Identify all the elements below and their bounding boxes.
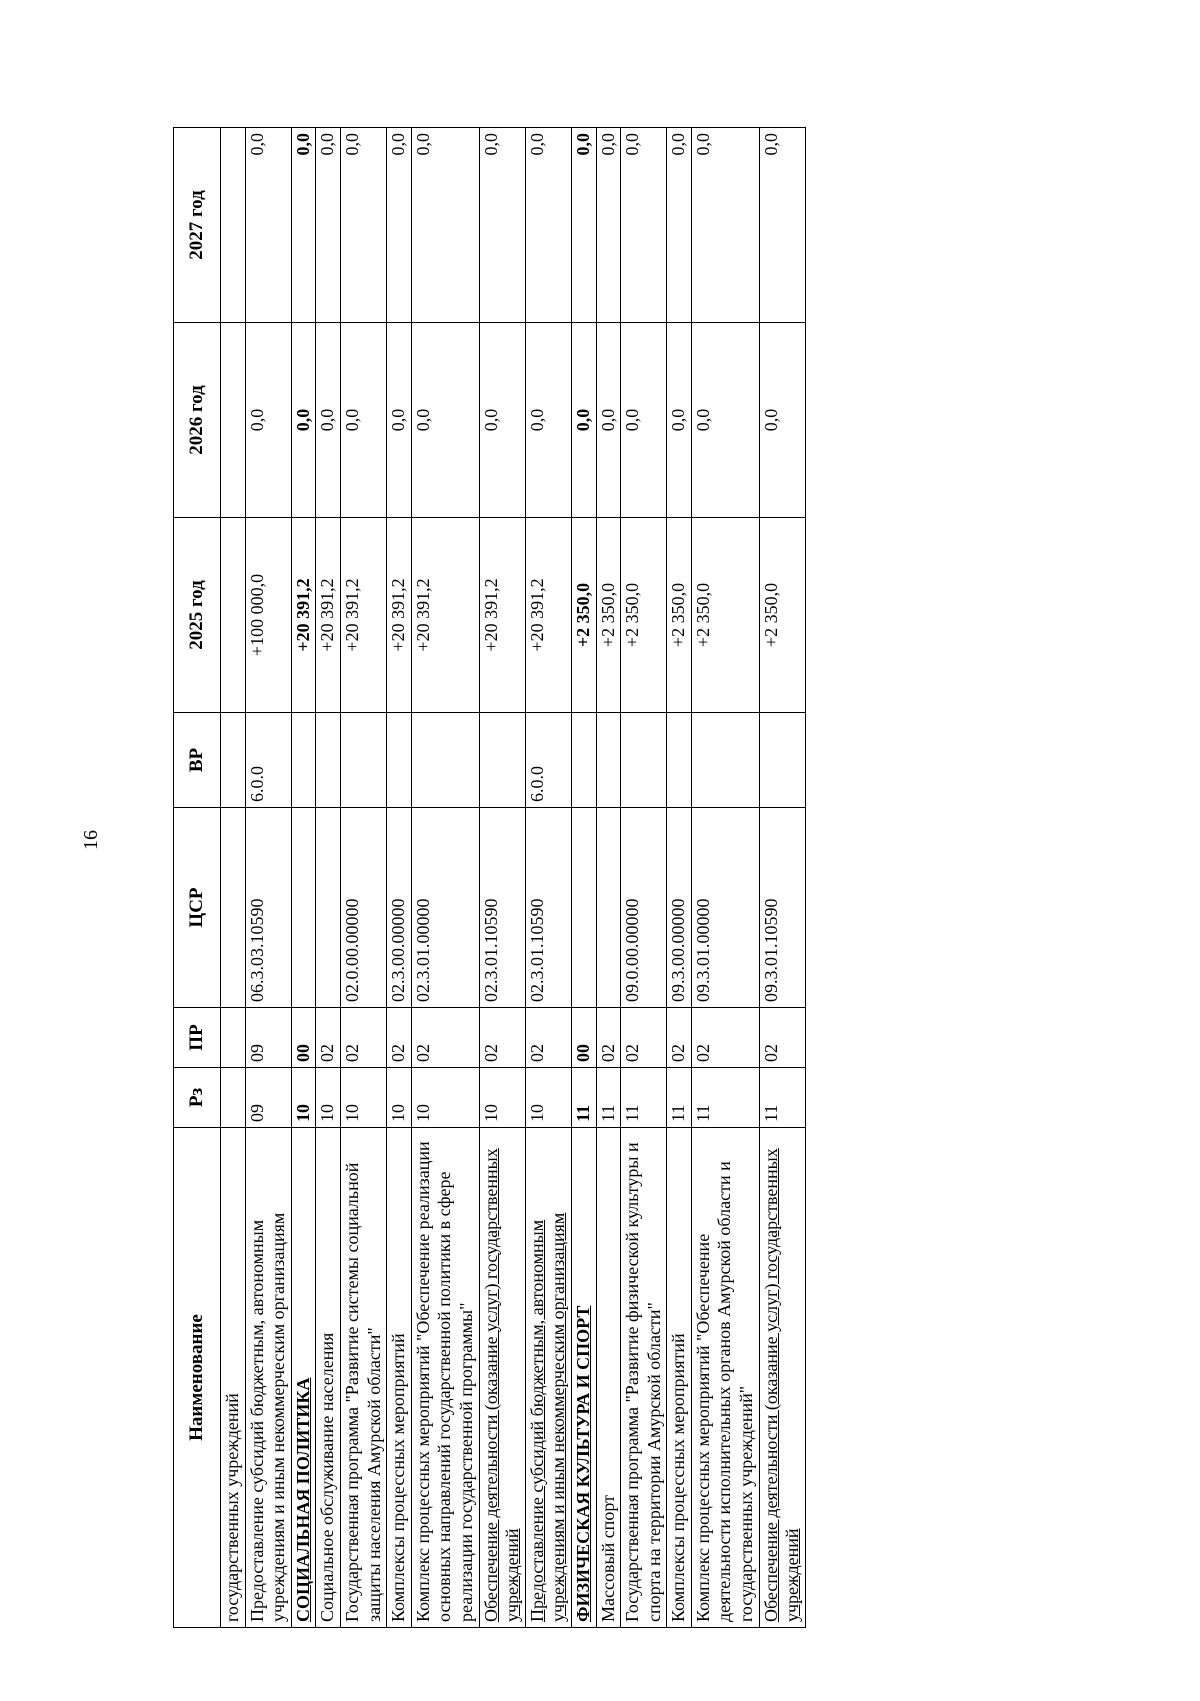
cell-2027: 0,0	[596, 128, 621, 323]
cell-2025: +100 000,0	[245, 518, 291, 713]
table-row	[691, 128, 759, 1628]
cell-2027: 0,0	[387, 128, 412, 323]
header-2027: 2027 год	[174, 128, 221, 323]
cell-pr: 02	[667, 1008, 692, 1068]
cell-vr	[316, 713, 341, 808]
cell-2027: 0,0	[621, 128, 667, 323]
table-row	[479, 128, 525, 1628]
cell-name: Предоставление субсидий бюджетным, автономным учреждениям и иным некоммерческим организациям	[245, 1128, 291, 1628]
cell-rz: 11	[691, 1068, 759, 1128]
table-row	[571, 128, 596, 1628]
cell-2026: 0,0	[316, 323, 341, 518]
cell-name: Государственная программа "Развитие физической культуры и спорта на территории Амурской области"	[621, 1128, 667, 1628]
cell-csr: 09.3.00.00000	[667, 808, 692, 1008]
cell-rz: 11	[571, 1068, 596, 1128]
cell-pr: 02	[596, 1008, 621, 1068]
cell-2025	[221, 518, 246, 713]
cell-rz: 10	[525, 1068, 571, 1128]
cell-pr: 02	[691, 1008, 759, 1068]
cell-2026: 0,0	[479, 323, 525, 518]
cell-csr: 09.3.01.00000	[691, 808, 759, 1008]
cell-2026	[221, 323, 246, 518]
cell-pr: 02	[759, 1008, 805, 1068]
cell-2025: +20 391,2	[411, 518, 479, 713]
cell-2027: 0,0	[571, 128, 596, 323]
table-row	[667, 128, 692, 1628]
table-row	[221, 128, 246, 1628]
cell-2027: 0,0	[667, 128, 692, 323]
cell-csr	[291, 808, 316, 1008]
table-row	[340, 128, 386, 1628]
cell-2025: +2 350,0	[621, 518, 667, 713]
cell-2026: 0,0	[291, 323, 316, 518]
cell-pr: 02	[387, 1008, 412, 1068]
cell-vr	[387, 713, 412, 808]
cell-vr	[596, 713, 621, 808]
cell-2027: 0,0	[291, 128, 316, 323]
cell-vr	[479, 713, 525, 808]
cell-name: Комплексы процессных мероприятий	[387, 1128, 412, 1628]
table-row	[411, 128, 479, 1628]
cell-name: Комплексы процессных мероприятий	[667, 1128, 692, 1628]
cell-name: Предоставление субсидий бюджетным, автономным учреждениям и иным некоммерческим организациям	[525, 1128, 571, 1628]
cell-2027: 0,0	[759, 128, 805, 323]
cell-name: СОЦИАЛЬНАЯ ПОЛИТИКА	[291, 1128, 316, 1628]
cell-2027	[221, 128, 246, 323]
cell-rz: 11	[759, 1068, 805, 1128]
cell-2027: 0,0	[245, 128, 291, 323]
table-row	[387, 128, 412, 1628]
header-2025: 2025 год	[174, 518, 221, 713]
cell-pr: 02	[621, 1008, 667, 1068]
table-row	[291, 128, 316, 1628]
cell-2025: +20 391,2	[340, 518, 386, 713]
cell-pr: 02	[411, 1008, 479, 1068]
cell-vr	[621, 713, 667, 808]
cell-csr	[571, 808, 596, 1008]
cell-vr	[667, 713, 692, 808]
cell-rz: 10	[316, 1068, 341, 1128]
header-name: Наименование	[174, 1128, 221, 1628]
cell-2025: +2 350,0	[691, 518, 759, 713]
cell-vr: 6.0.0	[525, 713, 571, 808]
cell-rz: 10	[411, 1068, 479, 1128]
cell-rz	[221, 1068, 246, 1128]
cell-vr	[221, 713, 246, 808]
cell-2026: 0,0	[691, 323, 759, 518]
cell-2026: 0,0	[411, 323, 479, 518]
table-row	[621, 128, 667, 1628]
cell-2027: 0,0	[479, 128, 525, 323]
cell-csr: 02.3.01.10590	[525, 808, 571, 1008]
header-pr: ПР	[174, 1008, 221, 1068]
cell-vr	[411, 713, 479, 808]
cell-csr: 02.3.01.00000	[411, 808, 479, 1008]
cell-2025: +20 391,2	[316, 518, 341, 713]
cell-name: Социальное обслуживание населения	[316, 1128, 341, 1628]
cell-2026: 0,0	[340, 323, 386, 518]
cell-vr	[571, 713, 596, 808]
cell-2025: +20 391,2	[387, 518, 412, 713]
cell-pr: 02	[316, 1008, 341, 1068]
header-row	[174, 128, 221, 1628]
cell-2026: 0,0	[667, 323, 692, 518]
cell-csr: 02.0.00.00000	[340, 808, 386, 1008]
header-csr: ЦСР	[174, 808, 221, 1008]
cell-csr: 02.3.01.10590	[479, 808, 525, 1008]
cell-vr	[691, 713, 759, 808]
cell-pr: 09	[245, 1008, 291, 1068]
cell-rz: 11	[667, 1068, 692, 1128]
cell-2027: 0,0	[340, 128, 386, 323]
cell-2025: +2 350,0	[596, 518, 621, 713]
cell-pr	[221, 1008, 246, 1068]
cell-2026: 0,0	[571, 323, 596, 518]
cell-pr: 00	[291, 1008, 316, 1068]
table-row	[596, 128, 621, 1628]
cell-2025: +2 350,0	[571, 518, 596, 713]
cell-rz: 10	[387, 1068, 412, 1128]
cell-2027: 0,0	[691, 128, 759, 323]
cell-vr	[291, 713, 316, 808]
cell-rz: 11	[596, 1068, 621, 1128]
cell-vr	[759, 713, 805, 808]
cell-2026: 0,0	[245, 323, 291, 518]
cell-csr: 06.3.03.10590	[245, 808, 291, 1008]
cell-name: ФИЗИЧЕСКАЯ КУЛЬТУРА И СПОРТ	[571, 1128, 596, 1628]
cell-name: государственных учреждений	[221, 1128, 246, 1628]
cell-csr: 02.3.00.00000	[387, 808, 412, 1008]
cell-name: Комплекс процессных мероприятий "Обеспечение реализации основных направлений государственной политики в сфере реализации государственной программы"	[411, 1128, 479, 1628]
cell-csr: 09.0.00.00000	[621, 808, 667, 1008]
cell-name: Обеспечение деятельности (оказание услуг) государственных учреждений	[479, 1128, 525, 1628]
cell-pr: 02	[340, 1008, 386, 1068]
cell-name: Комплекс процессных мероприятий "Обеспечение деятельности исполнительных органов Амурской области и государственных учреждений"	[691, 1128, 759, 1628]
cell-rz: 11	[621, 1068, 667, 1128]
cell-csr	[221, 808, 246, 1008]
table-row	[245, 128, 291, 1628]
budget-table	[173, 127, 806, 1628]
header-vr: ВР	[174, 713, 221, 808]
cell-name: Государственная программа "Развитие системы социальной защиты населения Амурской области"	[340, 1128, 386, 1628]
cell-pr: 02	[525, 1008, 571, 1068]
table-row	[525, 128, 571, 1628]
header-2026: 2026 год	[174, 323, 221, 518]
cell-2025: +2 350,0	[759, 518, 805, 713]
cell-rz: 09	[245, 1068, 291, 1128]
header-rz: Рз	[174, 1068, 221, 1128]
cell-2025: +20 391,2	[525, 518, 571, 713]
cell-2025: +20 391,2	[291, 518, 316, 713]
cell-pr: 02	[479, 1008, 525, 1068]
cell-2027: 0,0	[411, 128, 479, 323]
cell-2026: 0,0	[387, 323, 412, 518]
cell-name: Массовый спорт	[596, 1128, 621, 1628]
cell-rz: 10	[479, 1068, 525, 1128]
table-row	[759, 128, 805, 1628]
cell-vr: 6.0.0	[245, 713, 291, 808]
cell-2026: 0,0	[621, 323, 667, 518]
page-number: 16	[80, 830, 102, 850]
cell-2025: +20 391,2	[479, 518, 525, 713]
cell-rz: 10	[340, 1068, 386, 1128]
cell-rz: 10	[291, 1068, 316, 1128]
cell-2026: 0,0	[596, 323, 621, 518]
cell-2026: 0,0	[525, 323, 571, 518]
cell-2027: 0,0	[525, 128, 571, 323]
cell-name: Обеспечение деятельности (оказание услуг) государственных учреждений	[759, 1128, 805, 1628]
cell-csr: 09.3.01.10590	[759, 808, 805, 1008]
cell-2027: 0,0	[316, 128, 341, 323]
budget-table-container	[173, 128, 1053, 1628]
cell-csr	[596, 808, 621, 1008]
cell-2025: +2 350,0	[667, 518, 692, 713]
cell-2026: 0,0	[759, 323, 805, 518]
cell-csr	[316, 808, 341, 1008]
cell-vr	[340, 713, 386, 808]
table-row	[316, 128, 341, 1628]
cell-pr: 00	[571, 1008, 596, 1068]
